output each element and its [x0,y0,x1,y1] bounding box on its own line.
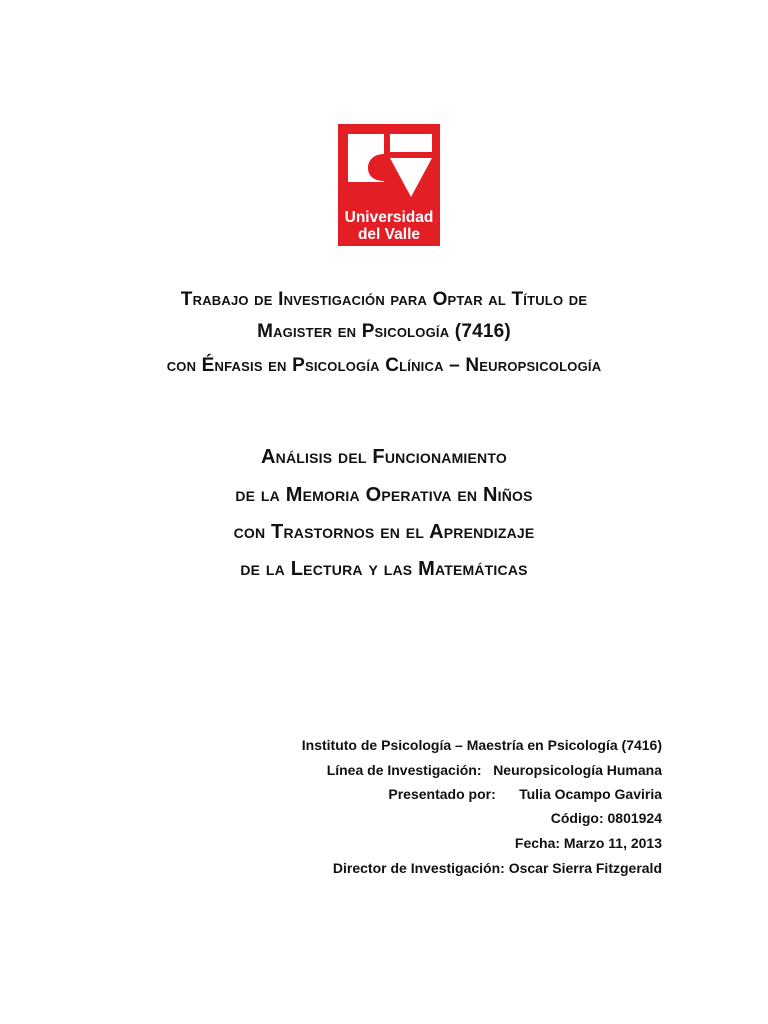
logo-line2: del Valle [357,226,421,243]
student-code: Código: 0801924 [550,810,662,826]
research-line [327,762,662,778]
title-line-2: de la Memoria Operativa en Niños [235,484,533,506]
thesis-line-2: Magister en Psicología (7416) [257,321,511,342]
title-line-1: Análisis del Funcionamiento [261,446,507,468]
universidad-del-valle-logo [338,124,440,246]
director-line: Director de Investigación: Oscar Sierra Fitzgerald [332,860,662,876]
title-line-3: con Trastornos en el Aprendizaje [233,521,535,543]
research-line-value: Neuropsicología Humana [493,762,662,778]
presented-by [388,786,662,802]
presented-by-label: Presentado por: [388,786,496,802]
institute-line: Instituto de Psicología – Maestría en Psicología (7416) [301,737,662,753]
presented-by-value: Tulia Ocampo Gaviria [519,786,662,802]
thesis-line-3: con Énfasis en Psicología Clínica – Neuropsicología [166,355,602,376]
title-line-4: de la Lectura y las Matemáticas [240,558,528,580]
date-line: Fecha: Marzo 11, 2013 [514,835,662,851]
logo-line1: Universidad [344,209,434,226]
thesis-line-1: Trabajo de Investigación para Optar al Título de [180,289,588,310]
research-line-label: Línea de Investigación: [326,762,482,778]
